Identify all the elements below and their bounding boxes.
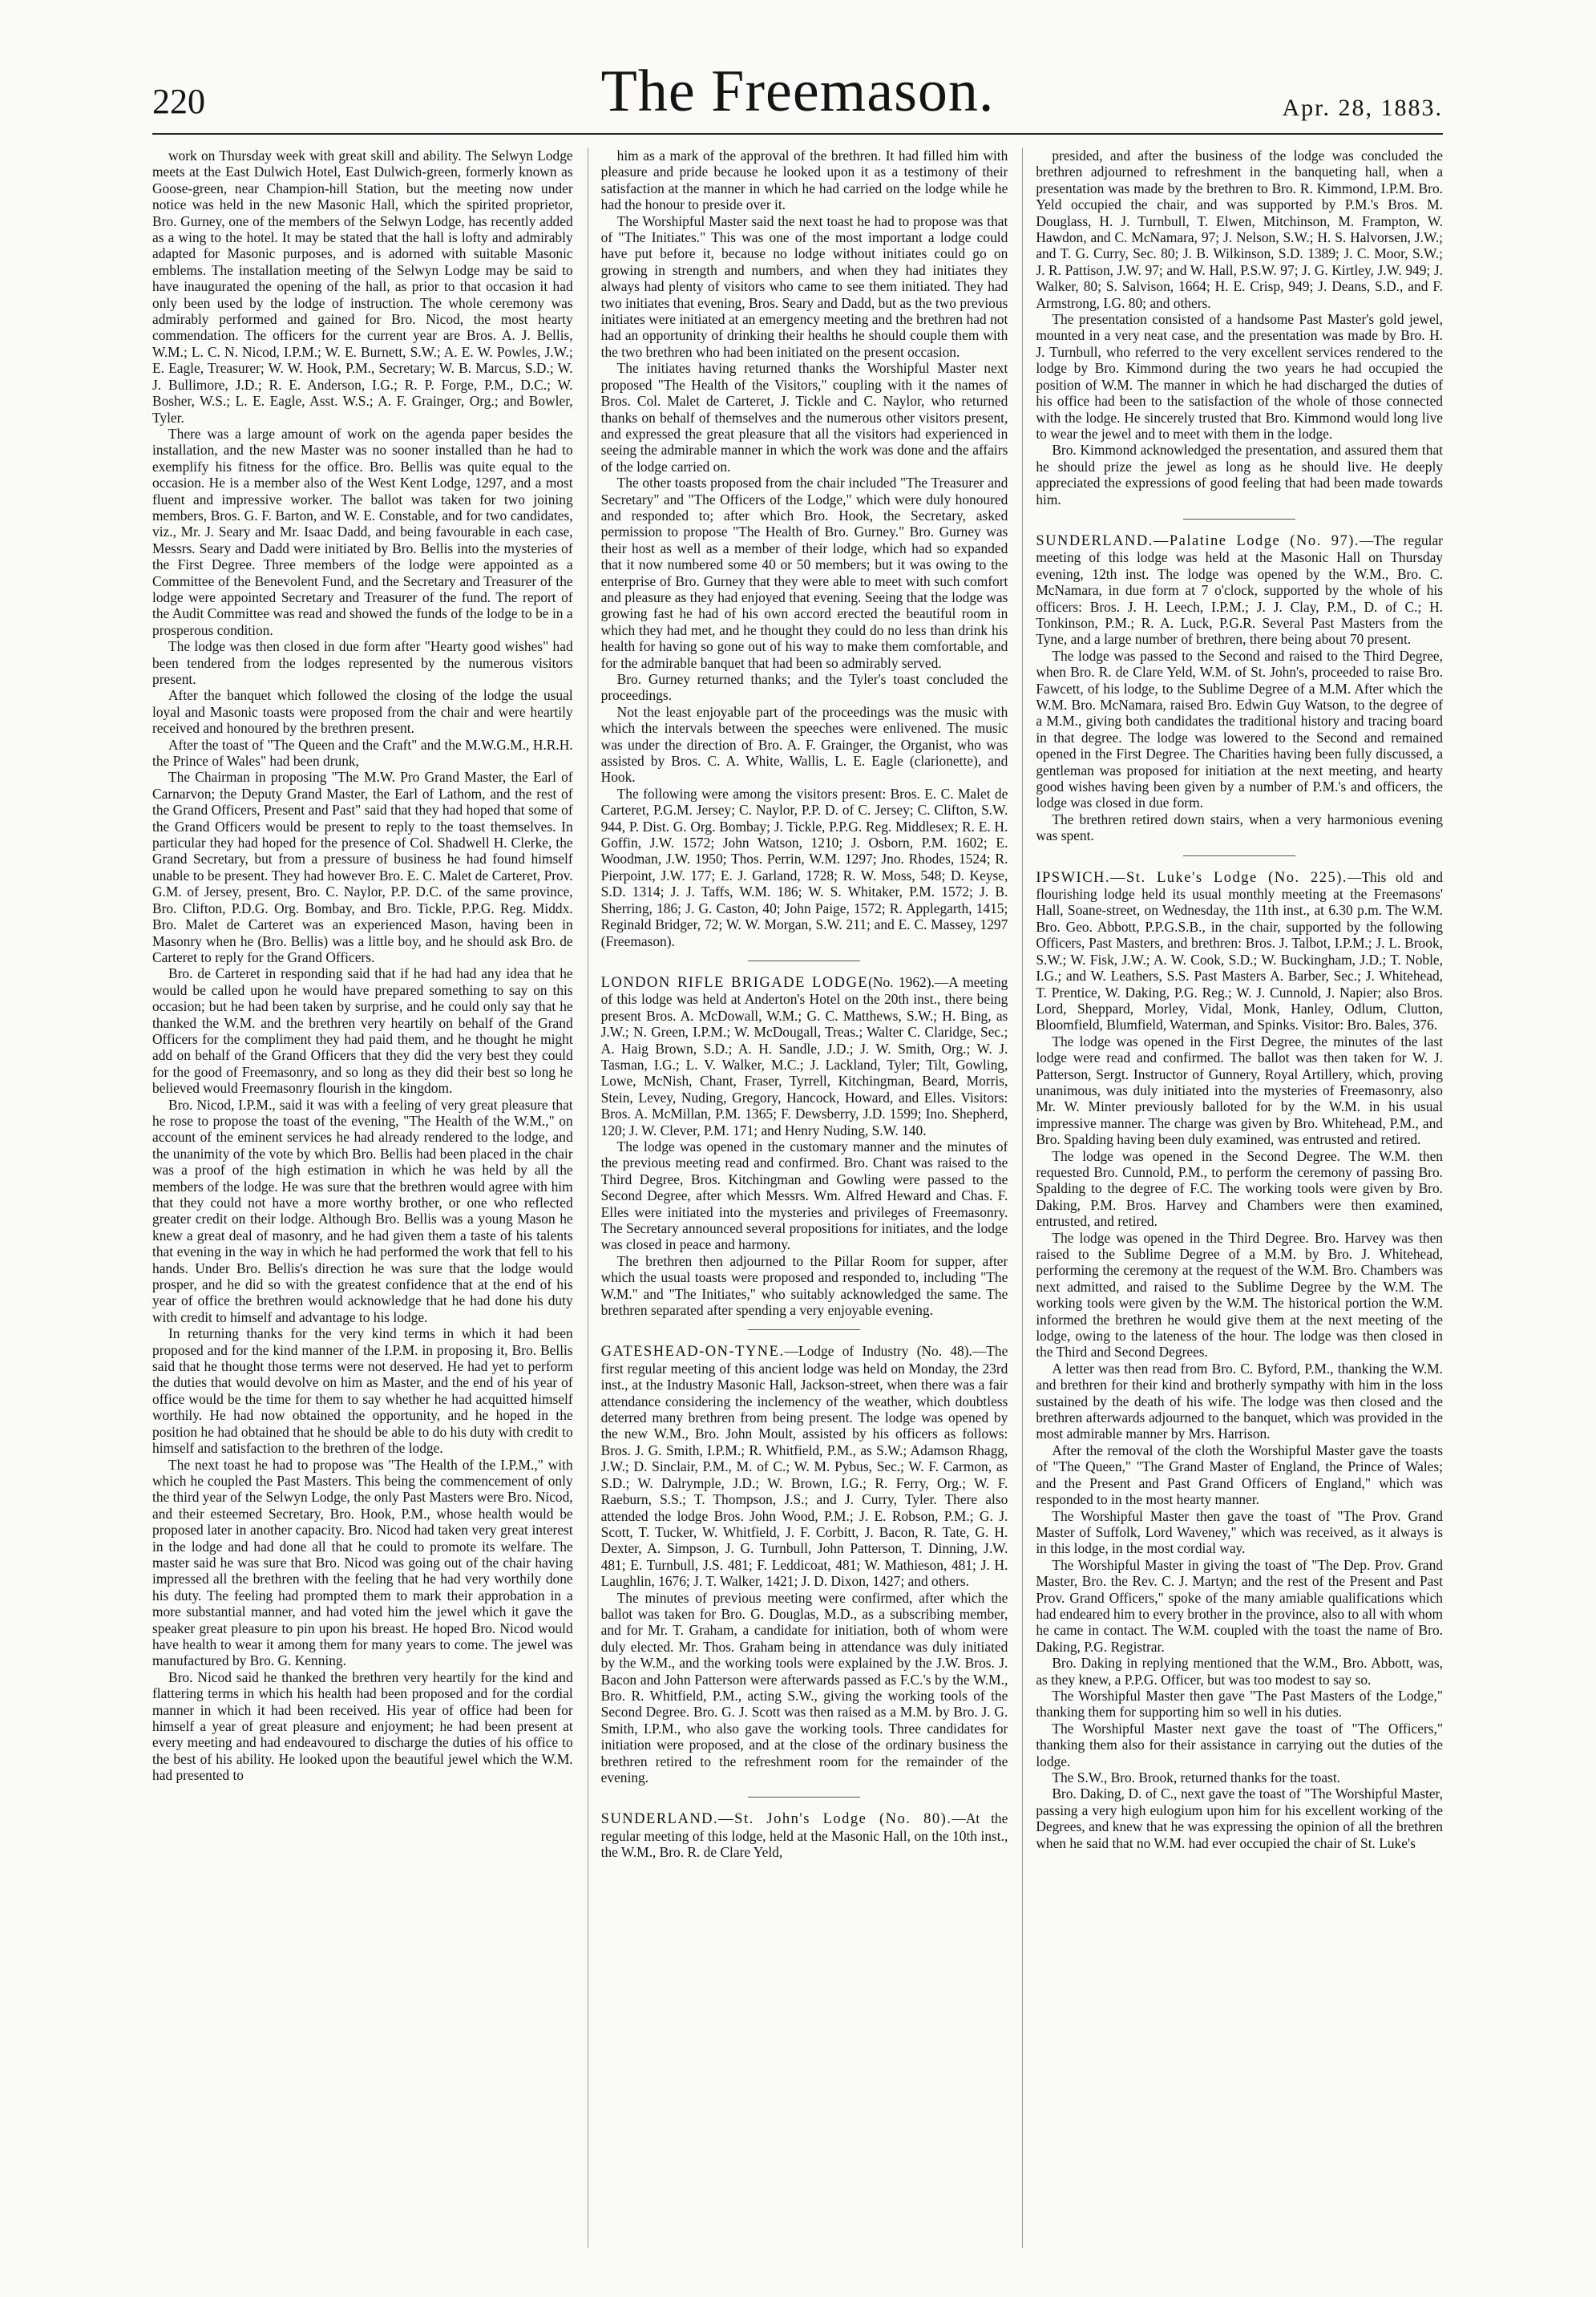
paragraph-text: The lodge was opened in the customary manner and the minutes of the previous meeting read and confirmed. Bro. Chant was raised to the Third Degree, Bros. Kitchingman and Gowling were passed to the Second Degree, after which Messrs. Wm. Alfred Heward and Chas. F. Elles were initiated into the mysteries and privileges of Freemasonry. The Secretary announced several propositions for initiates, and the lodge was closed in peace and harmony. (600, 1138, 1008, 1253)
paragraph (601, 148, 1008, 213)
section-separator (1183, 855, 1295, 856)
paragraph (1036, 1769, 1443, 1785)
paragraph-text: After the toast of "The Queen and the Craft" and the M.W.G.M., H.R.H. the Prince of Wales" had been drunk, (152, 736, 573, 770)
paragraph-text: —This old and flourishing lodge held its usual monthly meeting at the Freemasons' Hall, Soane-street, on Wednesday, the 11th inst., at 6.30 p.m. The W.M. Bro. Geo. Abbott, P.P.G.S.B., in the chair, supported by the following Officers, Past Masters, and brethren: Bros. J. Talbot, I.P.M.; J. L. Brook, S.W.; W. Fisk, J.W.; A. W. Cook, S.D.; W. Buckingham, J.D.; T. Noble, I.G.; and W. Leathers, S.S. Past Masters A. Barber, Sec.; J. Whitehead, T. Prentice, W. Daking, P.G. Reg.; W. J. Cunnold, J. Napier; also Bros. Lord, Sheppard, Morley, Vidal, Monk, Hanley, Odlum, Clutton, Bloomfield, Blumfield, Waterman, and Spinks. Visitor: Bro. Bales, 376. (1036, 868, 1443, 1033)
paragraph (1036, 1230, 1443, 1361)
issue-date: Apr. 28, 1883. (1282, 95, 1443, 121)
paragraph-text: The brethren then adjourned to the Pillar Room for supper, after which the usual toasts were proposed and responded to, including "The W.M." and "The Initiates," who suitably acknowledged the same. The brethren separated after spending a very enjoyable evening. (600, 1252, 1008, 1319)
paragraph-text: Bro. Nicod, I.P.M., said it was with a feeling of very great pleasure that he rose to propose the toast of the evening, "The Health of the W.M.," on account of the eminent services he had already rendered to the lodge, and the unanimity of the vote by which Bro. Bellis had been placed in the chair was a proof of the high estimation in which he was held by all the members of the lodge. He was sure that the brethren would agree with him that they could not have a more worthy brother, or one who reflected greater credit on their lodge. Although Bro. Bellis was a young Mason he knew a great deal of masonry, and he had given them a taste of his talents that evening in the way in which he had performed the work that fell to his hands. Under Bro. Bellis's direction he was sure that the lodge would prosper, and he did so with the greatest confidence that at the end of his year of office the brethren would acknowledge that he had done his duty with credit to himself and advantage to his lodge. (152, 1096, 573, 1325)
paragraph-text: The lodge was opened in the Third Degree. Bro. Harvey was then raised to the Sublime Degree of a M.M. by Bro. J. Whitehead, performing the ceremony at the request of the W.M. Bro. Chambers was next admitted, and raised to the Sublime Degree by the W.M. The working tools were given by the W.M. The historical portion the W.M. informed the brethren he would give them at the next meeting of the lodge, owing to the lateness of the hour. The lodge was then closed in the Third and Second Degrees. (1036, 1229, 1443, 1361)
paragraph-text: There was a large amount of work on the agenda paper besides the installation, and the new Master was no sooner installed than he had to exemplify his fitness for the office. Bro. Bellis was quite equal to the occasion. He is a member also of the West Kent Lodge, 1297, and a most fluent and impressive worker. The ballot was taken for two joining members, Bros. G. F. Barton, and W. E. Constable, and for two candidates, viz., Mr. J. Seary and Mr. Isaac Dadd, and being favourable in each case, Messrs. Seary and Dadd were initiated by Bro. Bellis into the mysteries of the First Degree. Three members of the lodge were appointed as a Committee of the Benevolent Fund, and the Secretary and Treasurer of the lodge were appointed Secretary and Treasurer of the fund. The report of the Audit Committee was read and showed the funds of the lodge to be in a prosperous condition. (152, 425, 573, 638)
paragraph (601, 1138, 1008, 1253)
section-separator (748, 1797, 860, 1798)
paragraph-text: The lodge was opened in the First Degree, the minutes of the last lodge were read and confirmed. The ballot was then taken for W. J. Patterson, Sergt. Instructor of Gunnery, Royal Artillery, which, proving unanimous, was duly initiated into the mysteries of Freemasonry, also Mr. W. Minter previously balloted for by the W.M. in his usual impressive manner. The charge was given by Bro. Whitehead, P.M., and Bro. Spalding having been duly examined, was entrusted and retired. (1036, 1033, 1443, 1148)
report-paragraph-with-heading (601, 974, 1008, 1138)
paragraph-text: The following were among the visitors present: Bros. E. C. Malet de Carteret, P.G.M. Jersey; C. Naylor, P.P. D. of C. Jersey; C. Clifton, S.W. 944, P. Dist. G. Org. Bombay; J. Tickle, P.P.G. Reg. Middlesex; R. E. H. Goffin, J.W. 1572; John Watson, 1210; J. Osborn, P.M. 1602; E. Woodman, J.W. 1950; Thos. Perrin, W.M. 1297; Jno. Rhodes, 1524; R. Pierpoint, J.W. 177; E. J. Garland, 1728; R. W. Moss, 548; D. Keyse, S.D. 1314; J. J. Taffs, W.M. 186; W. S. Whitaker, P.M. 1572; J. B. Sherring, 186; J. G. Caston, 40; John Paige, 1572; R. Applegarth, 1415; Reginald Bridger, 72; W. W. Morgan, S.W. 211; and E. C. Massey, 1297 (Freemason). (600, 785, 1008, 949)
paragraph (601, 360, 1008, 475)
paragraph (152, 1457, 573, 1669)
paragraph (1036, 311, 1443, 442)
paragraph (152, 426, 573, 638)
lodge-heading: IPSWICH.—St. Luke's Lodge (No. 225). (1036, 869, 1348, 886)
paragraph (601, 671, 1008, 704)
paragraph (152, 965, 573, 1096)
paragraph-text: —At the regular meeting of this lodge, held at the Masonic Hall, on the 10th inst., the W.M., Bro. R. de Clare Yeld, (600, 1810, 1008, 1861)
column-right (1022, 148, 1443, 2248)
paragraph-text: The lodge was then closed in due form after "Hearty good wishes" had been tendered from the lodges represented by the numerous visitors present. (152, 638, 573, 687)
paragraph-text: The initiates having returned thanks the Worshipful Master next proposed "The Health of the Visitors," coupling with it the names of Bros. Col. Malet de Carteret, J. Tickle and C. Naylor, who returned thanks on behalf of themselves and the numerous other visitors present, and expressed the great pleasure that all the visitors had experienced in seeing the admirable manner in which the work was done and the affairs of the lodge carried on. (600, 360, 1008, 475)
paragraph (1036, 1655, 1443, 1688)
paragraph (152, 737, 573, 770)
paragraph (1036, 442, 1443, 508)
paragraph (152, 148, 573, 426)
paragraph (1036, 1033, 1443, 1148)
paragraph-text: The Chairman in proposing "The M.W. Pro Grand Master, the Earl of Carnarvon; the Deputy Grand Master, the Earl of Lathom, and the rest of the Grand Officers, Present and Past" said that they had hoped that some of the Grand Officers would be present to reply to the toast themselves. In particular they had hoped for the presence of Col. Shadwell H. Clerke, the Grand Secretary, but from a pressure of business he had found himself unable to be present. They had however Bro. E. C. Malet de Carteret, Prov. G.M. of Jersey, present, Bro. C. Naylor, P.P. D.C. of the same province, Bro. Clifton, P.D.G. Org. Bombay, and Bro. Tickle, P.P.G. Reg. Middx. Bro. Malet de Carteret was an experienced Mason, having been in Masonry when he (Bro. Bellis) was a little boy, and he should ask Bro. de Carteret to reply for the Grand Officers. (152, 769, 573, 965)
paragraph-text: (No. 1962).—A meeting of this lodge was held at Anderton's Hotel on the 20th inst., there being present Bros. A. McDowall, W.M.; G. C. Matthews, S.W.; H. Bing, as J.W.; N. Green, I.P.M.; W. McDougall, Treas.; Walter C. Claridge, Sec.; A. Haig Brown, S.D.; A. H. Sandle, J.D.; J. W. Smith, Org.; W. J. Tasman, I.G.; L. V. Walker, M.C.; J. Lackland, Tyler; Tilt, Gowling, Lowe, McNish, Chant, Fraser, Tyrrell, Kitchingman, Beard, Morris, Stein, Levey, Nuding, Gregory, Hancock, Howard, and Elles. Visitors: Bros. A. McMillan, P.M. 1365; F. Dewsberry, J.D. 1599; Ino. Shepherd, 120; J. W. Clever, P.M. 171; and Henry Nuding, S.W. 140. (600, 973, 1008, 1138)
paragraph-text: The Worshipful Master then gave the toast of "The Prov. Grand Master of Suffolk, Lord Waveney," which was received, as it always is in this lodge, in the most cordial way. (1036, 1507, 1443, 1557)
paragraph (1036, 1557, 1443, 1655)
paragraph-text: presided, and after the business of the lodge was concluded the brethren adjourned to refreshment in the banqueting hall, when a presentation was made by the brethren to Bro. R. Kimmond, I.P.M. Bro. Yeld occupied the chair, and was supported by P.M.'s Bros. M. Douglass, H. J. Turnbull, T. Elwen, Mitchinson, M. Frampton, W. Hawdon, and C. McNamara, 97; J. Nelson, S.W.; H. S. Halvorsen, J.W.; and T. G. Curry, Sec. 80; J. B. Wilkinson, S.D. 1389; J. C. Moor, S.W.; J. R. Pattison, J.W. 97; and W. Hall, P.S.W. 97; J. G. Kirtley, J.W. 949; J. Walker, 80; S. Salvison, 1664; H. E. Crisp, 949; J. Deans, S.D., and F. Armstrong, I.G. 80; and others. (1036, 148, 1443, 311)
paragraph-text: The S.W., Bro. Brook, returned thanks for the toast. (1052, 1769, 1340, 1785)
report-paragraph-with-heading (601, 1343, 1008, 1589)
paragraph-text: Bro. Daking in replying mentioned that the W.M., Bro. Abbott, was, as they knew, a P.P.G. Officer, but was too modest to say so. (1036, 1655, 1443, 1688)
paragraph (601, 1253, 1008, 1319)
paragraph-text: The minutes of previous meeting were confirmed, after which the ballot was taken for Bro. G. Douglas, M.D., as a subscribing member, and for Mr. T. Graham, a candidate for initiation, both of whom were duly elected. Mr. Thos. Graham being in attendance was duly initiated by the W.M., and the working tools were explained by the J.W. Bros. J. Bacon and John Patterson were afterwards passed as F.C.'s by the W.M., Bro. R. Whitfield, P.M., acting S.W., giving the working tools of the Second Degree. Bro. G. J. Scott was then raised as a M.M. by Bro. J. G. Smith, I.P.M., who also gave the working tools. Three candidates for initiation were proposed, and at the close of the ordinary business the brethren retired to the refreshment room for the remainder of the evening. (600, 1589, 1008, 1785)
paragraph-text: Bro. Gurney returned thanks; and the Tyler's toast concluded the proceedings. (600, 671, 1008, 704)
paragraph (1036, 648, 1443, 811)
paragraph-text: In returning thanks for the very kind terms in which it had been proposed and for the kind manner of the I.P.M. in proposing it, Bro. Bellis said that he thought those terms were not deserved. He had yet to perform the duties that would devolve on him as Master, and the end of his year of office would be the time for them to say whether he had acquitted himself worthily. He had now obtained the opportunity, and he hoped in the position he had obtained that he should be able to do his duty with credit to himself and satisfaction to the brethren of the lodge. (152, 1325, 573, 1457)
paragraph (1036, 1721, 1443, 1769)
paragraph-text: The Worshipful Master then gave "The Past Masters of the Lodge," thanking them for supporting him so well in his duties. (1036, 1687, 1443, 1721)
paragraph (1036, 1148, 1443, 1230)
paragraph-text: Bro. Kimmond acknowledged the presentation, and assured them that he should prize the jewel as long as he should live. He deeply appreciated the expressions of good feeling that had been made towards him. (1036, 442, 1443, 508)
paragraph (152, 1325, 573, 1456)
paragraph (152, 638, 573, 687)
paragraph-text: The lodge was passed to the Second and raised to the Third Degree, when Bro. R. de Clare Yeld, W.M. of St. John's, proceeded to raise Bro. Fawcett, of his lodge, to the Sublime Degree of a M.M. After which the W.M. Bro. McNamara, raised Bro. Edwin Guy Watson, to the degree of a M.M., giving both candidates the traditional history and tracing board in that degree. The lodge was lowered to the Second and remained opened in the First Degree. The Charities having been fully discussed, a gentleman was proposed for initiation at the next meeting, and hearty good wishes having been given by a number of P.M.'s and officers, the lodge was closed in due form. (1036, 647, 1443, 811)
paragraph-text: After the removal of the cloth the Worshipful Master gave the toasts of "The Queen," "The Grand Master of England, the Prince of Wales; and the Present and Past Grand Officers of England," which was responded to in the most hearty manner. (1036, 1442, 1443, 1508)
column-middle (588, 148, 1008, 2248)
paragraph (1036, 811, 1443, 844)
lodge-heading: SUNDERLAND.—St. John's Lodge (No. 80). (600, 1811, 952, 1828)
paragraph-text: Bro. Nicod said he thanked the brethren very heartily for the kind and flattering terms in which his health had been proposed and for the cordial manner in which it had been received. His year of office had been for himself a year of great pleasure and enjoyment; he had been present at every meeting and had endeavoured to discharge the duties of his office to the best of his ability. He looked upon the beautiful jewel which the W.M. had presented to (152, 1668, 573, 1784)
paragraph (601, 213, 1008, 361)
section-separator (748, 1329, 860, 1330)
section-separator (1183, 519, 1295, 520)
paragraph-text: The Worshipful Master said the next toast he had to propose was that of "The Initiates." This was one of the most important a lodge could have put before it, because no lodge without initiates could go on growing in strength and numbers, and when they had initiates they always had plenty of visitors who came to see them initiated. They had two initiates that evening, Bros. Seary and Dadd, but as the two previous initiates were initiated at an emergency meeting and the brethren had not had an opportunity of drinking their healths he should couple them with the two brethren who had been initiated on the present occasion. (600, 212, 1008, 360)
paragraph (1036, 1361, 1443, 1442)
paragraph-text: The brethren retired down stairs, when a very harmonious evening was spent. (1036, 811, 1443, 844)
paragraph-text: Bro. de Carteret in responding said that if he had had any idea that he would be called upon he would have prepared something to say on this occasion; but he had been taken by surprise, and he could only say that he thanked the W.M. and the brethren very heartily on behalf of the Grand Officers for the compliment they had paid them, and he thought he might add on behalf of the Grand Officers that they did the very best they could for the good of Freemasonry, and so long as they did their best so long he believed would Freemasonry flourish in the kingdom. (152, 965, 573, 1097)
report-paragraph-with-heading (1036, 532, 1443, 648)
paragraph-text: The Worshipful Master in giving the toast of "The Dep. Prov. Grand Master, Bro. the Rev. C. J. Martyn; and the rest of the Present and Past Prov. Grand Officers," spoke of the many amiable qualifications which had endeared him to every brother in the province, also to all with whom he came in contact. The W.M. coupled with the toast the name of Bro. Daking, P.G. Registrar. (1036, 1556, 1443, 1655)
lodge-heading: LONDON RIFLE BRIGADE LODGE (600, 974, 869, 991)
paragraph-text: —Lodge of Industry (No. 48).—The first regular meeting of this ancient lodge was held on Monday, the 23rd inst., at the Industry Masonic Hall, Jackson-street, when there was a fair attendance considering the inclemency of the weather, which doubtless deterred many brethren from being present. The lodge was opened by the new W.M., Bro. John Moult, assisted by his officers as follows: Bros. J. G. Smith, I.P.M.; R. Whitfield, P.M., as S.W.; Adamson Rhagg, J.W.; D. Sinclair, P.M., M. of C.; W. M. Pybus, Sec.; W. F. Carmon, as S.D.; W. Dalrymple, J.D.; W. Brown, I.G.; R. Ferry, Org.; W. F. Raeburn, S.S.; T. Thompson, J.S.; and J. Curry, Tyler. There also attended the lodge Bros. John Wood, P.M.; J. E. Robson, P.M.; G. J. Scott, T. Tucker, W. Whitfield, J. F. Corbitt, J. Bacon, R. Tate, G. H. Dexter, A. Simpson, J. G. Turnbull, John Patterson, T. Dinning, J.W. 481; E. Turnbull, J.S. 481; F. Leddicoat, 481; W. Mathieson, 481; J. H. Laughlin, 1676; J. T. Walker, 1421; J. D. Dixon, 1427; and others. (600, 1343, 1008, 1590)
paragraph-text: Not the least enjoyable part of the proceedings was the music with which the intervals between the speeches were enlivened. The music was under the direction of Bro. A. F. Grainger, the Organist, who was assisted by Bros. C. A. White, Wallis, L. E. Eagle (clarionette), and Hook. (600, 703, 1008, 786)
paragraph-text: A letter was then read from Bro. C. Byford, P.M., thanking the W.M. and brethren for their kind and brotherly sympathy with him in the loss sustained by the death of his wife. The lodge was then closed and the brethren afterwards adjourned to the banquet, which was provided in the most admirable manner by Mrs. Harrison. (1036, 1360, 1443, 1442)
paragraph (1036, 1785, 1443, 1851)
paragraph-text: The lodge was opened in the Second Degree. The W.M. then requested Bro. Cunnold, P.M., to perform the ceremony of passing Bro. Spalding to the degree of F.C. The working tools were given by Bro. Daking, P.M. Bros. Harvey and Chambers were then examined, entrusted, and retired. (1036, 1147, 1443, 1230)
paragraph (152, 1669, 573, 1784)
paragraph-text: The Worshipful Master next gave the toast of "The Officers," thanking them also for their assistance in carrying out the duties of the lodge. (1036, 1720, 1443, 1769)
report-paragraph-with-heading (1036, 869, 1443, 1033)
paragraph (601, 786, 1008, 949)
paragraph (152, 769, 573, 965)
lodge-heading: SUNDERLAND.—Palatine Lodge (No. 97). (1036, 532, 1360, 549)
paragraph (152, 687, 573, 736)
paragraph (601, 1590, 1008, 1786)
paragraph (601, 475, 1008, 671)
lodge-heading: GATESHEAD-ON-TYNE. (600, 1344, 785, 1361)
paragraph-text: him as a mark of the approval of the brethren. It had filled him with pleasure and pride because he looked upon it as a testimony of their satisfaction at the manner in which he had carried on the lodge while he had the honour to preside over it. (600, 148, 1008, 213)
paragraph-text: —The regular meeting of this lodge was held at the Masonic Hall on Thursday evening, 12th inst. The lodge was opened by the W.M., Bro. C. McNamara, in due form at 7 o'clock, supported by the whole of his officers: Bros. J. H. Leech, I.P.M.; J. J. Clay, P.M., D. of C.; H. Tonkinson, P.M.; R. A. Luck, P.G.R. Several Past Masters from the Tyne, and a large number of brethren, there being about 70 present. (1036, 532, 1443, 648)
paragraph (1036, 1508, 1443, 1557)
paragraph (1036, 148, 1443, 311)
paragraph-text: work on Thursday week with great skill and ability. The Selwyn Lodge meets at the East Dulwich Hotel, East Dulwich-green, formerly known as Goose-green, near Champion-hill Station, but the meeting now under notice was held in the new Masonic Hall, which the spirited proprietor, Bro. Gurney, one of the members of the Selwyn Lodge, has recently added as a wing to the hotel. It may be stated that the hall is lofty and admirably adapted for Masonic purposes, and is adorned with suitable Masonic emblems. The installation meeting of the Selwyn Lodge may be said to have inaugurated the opening of the hall, as prior to that occasion it had only been used by the lodge of instruction. The whole ceremony was admirably performed and gained for Bro. Nicod, the most hearty commendation. The officers for the current year are Bros. A. J. Bellis, W.M.; L. C. N. Nicod, I.P.M.; W. E. Burnett, S.W.; A. E. W. Powles, J.W.; E. Eagle, Treasurer; W. W. Hook, P.M., Secretary; W. B. Marcus, S.D.; W. J. Bullimore, J.D.; R. E. Anderson, I.G.; R. P. Forge, P.M., D.C.; W. Bosher, W.S.; L. E. Eagle, Asst. W.S.; A. F. Grainger, Org.; and Bowler, Tyler. (152, 148, 573, 426)
paragraph-text: The next toast he had to propose was "The Health of the I.P.M.," with which he coupled the Past Masters. This being the commencement of only the third year of the Selwyn Lodge, the only Past Masters were Bro. Nicod, and their esteemed Secretary, Bro. Hook, P.M., whose health would be proposed later in another capacity. Bro. Nicod had taken very great interest in the lodge and had done all that he could to promote its welfare. The master said he was sure that Bro. Nicod was going out of the chair having impressed all the brethren with the feeling that he had very worthily done his duty. The feeling had prompted them to mark their approbation in a more substantial manner, and had voted him the jewel which it gave the speaker great pleasure to pin upon his breast. He hoped Bro. Nicod would have health to wear it among them for many years to come. The jewel was manufactured by Bro. G. Kenning. (152, 1456, 573, 1669)
paragraph (1036, 1442, 1443, 1508)
page-number: 220 (152, 82, 205, 121)
column-left (152, 148, 573, 2248)
newspaper-title: The Freemason. (600, 59, 995, 124)
report-paragraph-with-heading (601, 1810, 1008, 1860)
paragraph-text: Bro. Daking, D. of C., next gave the toast of "The Worshipful Master, passing a very high eulogium upon him for his excellent working of the Degrees, and knew that he was expressing the opinion of all the brethren when he said that no W.M. had ever occupied the chair of St. Luke's (1036, 1785, 1443, 1851)
masthead (152, 59, 1443, 127)
section-separator (748, 960, 860, 961)
paragraph (1036, 1688, 1443, 1721)
paragraph-text: The other toasts proposed from the chair included "The Treasurer and Secretary" and "The Officers of the Lodge," which were duly honoured and responded to; after which Bro. Hook, the Secretary, asked permission to propose "The Health of Bro. Gurney." Bro. Gurney was their host as well as a member of their lodge, which had so expanded that it now numbered some 40 or 50 members; but it was owing to the enterprise of Bro. Gurney that they were able to meet with such comfort and pleasure as they had enjoyed that evening. Seeing that the lodge was growing fast he had of his own accord erected the beautiful room in which they had met, and he thought they could do no less than drink his health for having so gone out of his way to make them comfortable, and for the admirable banquet that had been so admirably served. (600, 475, 1008, 671)
paragraph-text: The presentation consisted of a handsome Past Master's gold jewel, mounted in a very neat case, and the presentation was made by Bro. H. J. Turnbull, who referred to the very excellent services rendered to the lodge by Bro. Kimmond during the two years he had occupied the position of W.M. The manner in which he had discharged the duties of his office had been to the satisfaction of the whole of those connected with the lodge. He sincerely trusted that Bro. Kimmond would long live to wear the jewel and to meet with them in the lodge. (1036, 311, 1443, 442)
paragraph (601, 704, 1008, 786)
masthead-rule (152, 133, 1443, 135)
article-columns (152, 148, 1443, 2248)
paragraph (152, 1097, 573, 1326)
paragraph-text: After the banquet which followed the closing of the lodge the usual loyal and Masonic toasts were proposed from the chair and were heartily received and honoured by the brethren present. (152, 687, 573, 737)
